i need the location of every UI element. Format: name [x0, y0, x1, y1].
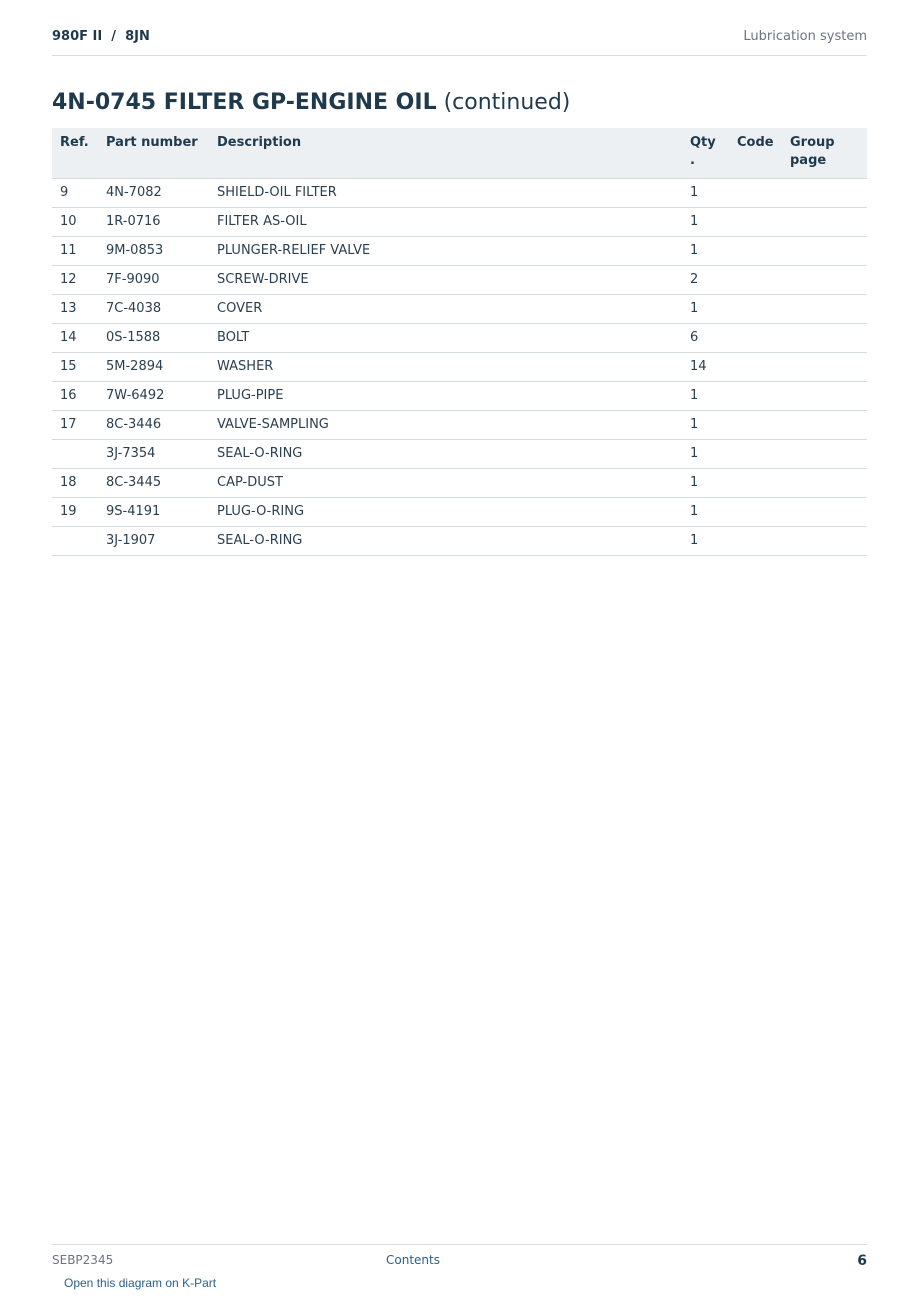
cell-code: [729, 295, 782, 324]
cell-description: SEAL-O-RING: [209, 440, 682, 469]
cell-part-number: 4N-7082: [98, 179, 209, 208]
cell-code: [729, 411, 782, 440]
cell-code: [729, 208, 782, 237]
cell-group-page: [782, 440, 867, 469]
page-title: [52, 88, 570, 118]
cell-qty: 2: [682, 266, 729, 295]
cell-group-page: [782, 411, 867, 440]
cell-description: PLUG-PIPE: [209, 382, 682, 411]
cell-code: [729, 237, 782, 266]
cell-ref: 16: [52, 382, 98, 411]
cell-part-number: 8C-3446: [98, 411, 209, 440]
cell-description: CAP-DUST: [209, 469, 682, 498]
table-row: [52, 382, 867, 411]
page-footer: [52, 1244, 867, 1275]
contents-link[interactable]: Contents: [386, 1253, 440, 1267]
cell-code: [729, 382, 782, 411]
cell-code: [729, 324, 782, 353]
cell-ref: 11: [52, 237, 98, 266]
cell-qty: 1: [682, 411, 729, 440]
cell-group-page: [782, 324, 867, 353]
cell-ref: 13: [52, 295, 98, 324]
header-row: [52, 128, 867, 179]
document-code: SEBP2345: [52, 1253, 114, 1267]
cell-code: [729, 353, 782, 382]
cell-group-page: [782, 498, 867, 527]
cell-qty: 1: [682, 498, 729, 527]
cell-ref: 19: [52, 498, 98, 527]
column-header-code: Code: [729, 128, 782, 179]
parts-table: [52, 128, 867, 556]
continued-label: (continued): [443, 90, 571, 115]
table-row: [52, 295, 867, 324]
table-row: [52, 498, 867, 527]
table-row: [52, 527, 867, 556]
cell-ref: 10: [52, 208, 98, 237]
column-header-group-page: Group page: [782, 128, 867, 179]
cell-group-page: [782, 353, 867, 382]
cell-part-number: 9M-0853: [98, 237, 209, 266]
column-header-qty: Qty .: [682, 128, 729, 179]
cell-group-page: [782, 295, 867, 324]
cell-description: VALVE-SAMPLING: [209, 411, 682, 440]
cell-ref: 15: [52, 353, 98, 382]
cell-code: [729, 498, 782, 527]
cell-ref: [52, 527, 98, 556]
cell-qty: 6: [682, 324, 729, 353]
table-row: [52, 237, 867, 266]
table-row: [52, 440, 867, 469]
cell-description: WASHER: [209, 353, 682, 382]
table-row: [52, 179, 867, 208]
cell-code: [729, 527, 782, 556]
cell-ref: [52, 440, 98, 469]
cell-ref: 14: [52, 324, 98, 353]
table-row: [52, 266, 867, 295]
cell-group-page: [782, 527, 867, 556]
parts-table-header: [52, 128, 867, 179]
cell-description: BOLT: [209, 324, 682, 353]
cell-part-number: 3J-1907: [98, 527, 209, 556]
table-row: [52, 469, 867, 498]
cell-qty: 1: [682, 179, 729, 208]
cell-part-number: 9S-4191: [98, 498, 209, 527]
cell-qty: 14: [682, 353, 729, 382]
table-row: [52, 411, 867, 440]
column-header-description: Description: [209, 128, 682, 179]
cell-group-page: [782, 266, 867, 295]
cell-code: [729, 469, 782, 498]
assembly-title: 4N-0745 FILTER GP-ENGINE OIL: [52, 90, 437, 115]
cell-code: [729, 179, 782, 208]
cell-part-number: 7W-6492: [98, 382, 209, 411]
cell-code: [729, 266, 782, 295]
cell-part-number: 1R-0716: [98, 208, 209, 237]
cell-description: PLUG-O-RING: [209, 498, 682, 527]
cell-ref: 17: [52, 411, 98, 440]
cell-description: SEAL-O-RING: [209, 527, 682, 556]
table-row: [52, 324, 867, 353]
cell-ref: 12: [52, 266, 98, 295]
cell-part-number: 7C-4038: [98, 295, 209, 324]
cell-description: FILTER AS-OIL: [209, 208, 682, 237]
cell-qty: 1: [682, 527, 729, 556]
open-in-kpart-link[interactable]: Open this diagram on K-Part: [64, 1276, 217, 1290]
table-row: [52, 353, 867, 382]
parts-table-body: [52, 179, 867, 556]
column-header-part-number: Part number: [98, 128, 209, 179]
cell-qty: 1: [682, 295, 729, 324]
cell-group-page: [782, 179, 867, 208]
cell-part-number: 0S-1588: [98, 324, 209, 353]
machine-model: 980F II / 8JN: [52, 29, 150, 44]
section-name: Lubrication system: [743, 29, 867, 44]
cell-part-number: 7F-9090: [98, 266, 209, 295]
cell-description: COVER: [209, 295, 682, 324]
cell-qty: 1: [682, 440, 729, 469]
cell-code: [729, 440, 782, 469]
cell-qty: 1: [682, 382, 729, 411]
cell-description: PLUNGER-RELIEF VALVE: [209, 237, 682, 266]
cell-group-page: [782, 469, 867, 498]
page-number: 6: [857, 1253, 867, 1269]
cell-group-page: [782, 382, 867, 411]
page-header: [52, 28, 867, 56]
cell-qty: 1: [682, 469, 729, 498]
table-row: [52, 208, 867, 237]
cell-group-page: [782, 237, 867, 266]
cell-part-number: 3J-7354: [98, 440, 209, 469]
cell-part-number: 5M-2894: [98, 353, 209, 382]
cell-ref: 18: [52, 469, 98, 498]
cell-group-page: [782, 208, 867, 237]
cell-ref: 9: [52, 179, 98, 208]
cell-description: SHIELD-OIL FILTER: [209, 179, 682, 208]
cell-qty: 1: [682, 237, 729, 266]
cell-description: SCREW-DRIVE: [209, 266, 682, 295]
cell-part-number: 8C-3445: [98, 469, 209, 498]
cell-qty: 1: [682, 208, 729, 237]
column-header-ref: Ref.: [52, 128, 98, 179]
